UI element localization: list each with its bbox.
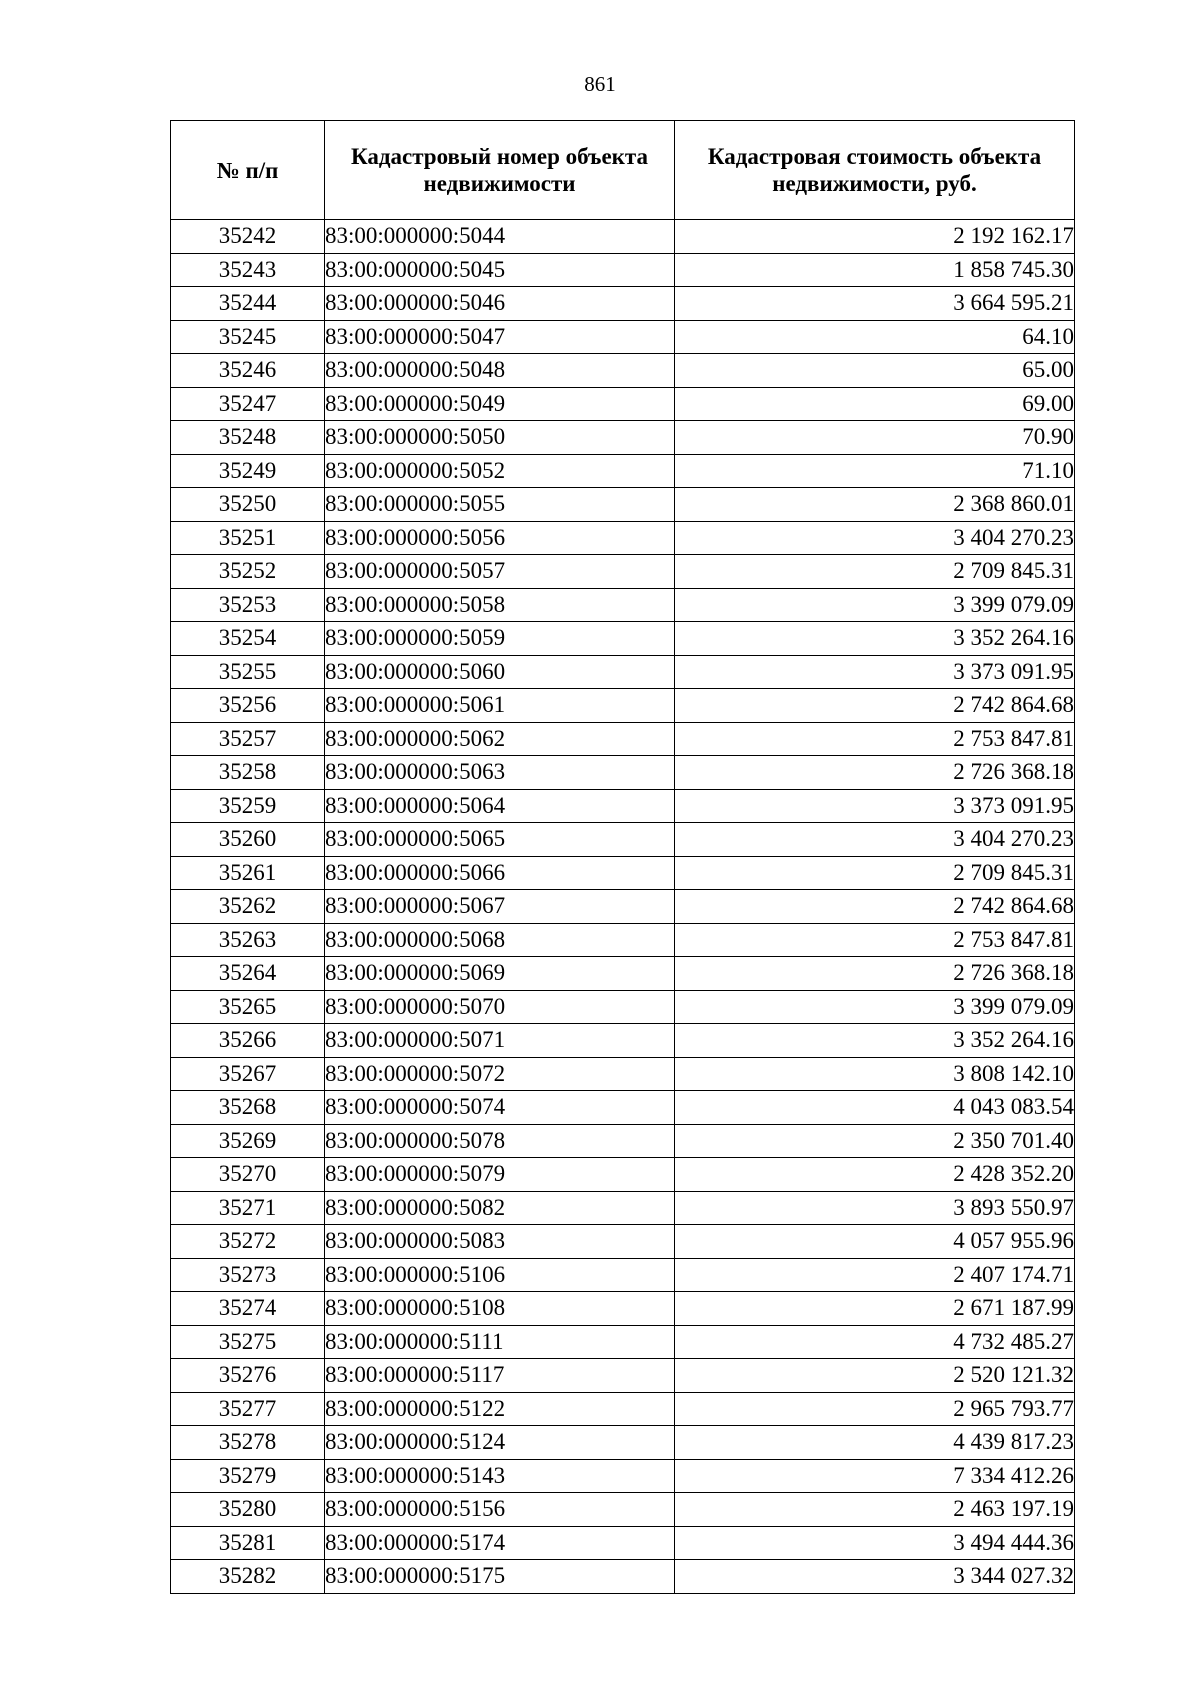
cell-row-number: 35278 <box>171 1426 325 1460</box>
column-header-row-number: № п/п <box>171 121 325 220</box>
cell-row-number: 35276 <box>171 1359 325 1393</box>
cell-cadastral-value: 3 664 595.21 <box>675 287 1075 321</box>
table-row <box>171 320 1075 354</box>
table-row <box>171 1426 1075 1460</box>
cell-cadastral-number: 83:00:000000:5065 <box>325 823 675 857</box>
cell-row-number: 35265 <box>171 990 325 1024</box>
table-row <box>171 789 1075 823</box>
cell-cadastral-value: 7 334 412.26 <box>675 1459 1075 1493</box>
cell-cadastral-value: 2 742 864.68 <box>675 890 1075 924</box>
cell-row-number: 35260 <box>171 823 325 857</box>
cell-row-number: 35256 <box>171 689 325 723</box>
cell-cadastral-value: 4 043 083.54 <box>675 1091 1075 1125</box>
cell-cadastral-number: 83:00:000000:5059 <box>325 622 675 656</box>
cell-row-number: 35249 <box>171 454 325 488</box>
table-row <box>171 1258 1075 1292</box>
cell-row-number: 35277 <box>171 1392 325 1426</box>
cell-cadastral-number: 83:00:000000:5058 <box>325 588 675 622</box>
cell-cadastral-value: 4 439 817.23 <box>675 1426 1075 1460</box>
cell-cadastral-number: 83:00:000000:5083 <box>325 1225 675 1259</box>
cell-cadastral-number: 83:00:000000:5082 <box>325 1191 675 1225</box>
table-row <box>171 1024 1075 1058</box>
cell-cadastral-value: 2 428 352.20 <box>675 1158 1075 1192</box>
cell-row-number: 35254 <box>171 622 325 656</box>
cell-row-number: 35245 <box>171 320 325 354</box>
table-row <box>171 923 1075 957</box>
cell-cadastral-value: 2 407 174.71 <box>675 1258 1075 1292</box>
cell-row-number: 35247 <box>171 387 325 421</box>
cell-row-number: 35272 <box>171 1225 325 1259</box>
table-row <box>171 1091 1075 1125</box>
table-row <box>171 1493 1075 1527</box>
cell-cadastral-value: 3 373 091.95 <box>675 789 1075 823</box>
cell-cadastral-number: 83:00:000000:5067 <box>325 890 675 924</box>
cell-row-number: 35251 <box>171 521 325 555</box>
cell-cadastral-number: 83:00:000000:5079 <box>325 1158 675 1192</box>
table-row <box>171 454 1075 488</box>
cell-cadastral-number: 83:00:000000:5174 <box>325 1526 675 1560</box>
cell-cadastral-value: 3 494 444.36 <box>675 1526 1075 1560</box>
cell-cadastral-number: 83:00:000000:5060 <box>325 655 675 689</box>
cell-cadastral-value: 2 726 368.18 <box>675 957 1075 991</box>
cell-cadastral-number: 83:00:000000:5071 <box>325 1024 675 1058</box>
cell-cadastral-value: 64.10 <box>675 320 1075 354</box>
table-row <box>171 1225 1075 1259</box>
cell-cadastral-number: 83:00:000000:5052 <box>325 454 675 488</box>
table-row <box>171 756 1075 790</box>
cell-row-number: 35264 <box>171 957 325 991</box>
table-row <box>171 1392 1075 1426</box>
table-row <box>171 253 1075 287</box>
cell-row-number: 35282 <box>171 1560 325 1594</box>
column-header-cadastral-number: Кадастровый номер объекта недвижимости <box>325 121 675 220</box>
table-row <box>171 1158 1075 1192</box>
table-row <box>171 387 1075 421</box>
cell-cadastral-value: 2 671 187.99 <box>675 1292 1075 1326</box>
cell-cadastral-number: 83:00:000000:5070 <box>325 990 675 1024</box>
table-row <box>171 220 1075 254</box>
table-row <box>171 1292 1075 1326</box>
cell-row-number: 35273 <box>171 1258 325 1292</box>
cell-row-number: 35242 <box>171 220 325 254</box>
table-row <box>171 1057 1075 1091</box>
cell-cadastral-value: 4 732 485.27 <box>675 1325 1075 1359</box>
table-row <box>171 555 1075 589</box>
table-row <box>171 890 1075 924</box>
cell-cadastral-number: 83:00:000000:5066 <box>325 856 675 890</box>
cell-row-number: 35266 <box>171 1024 325 1058</box>
column-header-cadastral-value: Кадастровая стоимость объекта недвижимости, руб. <box>675 121 1075 220</box>
cell-row-number: 35244 <box>171 287 325 321</box>
table-row <box>171 354 1075 388</box>
table-row <box>171 1325 1075 1359</box>
table-row <box>171 1526 1075 1560</box>
table-row <box>171 990 1075 1024</box>
cell-cadastral-value: 65.00 <box>675 354 1075 388</box>
cell-cadastral-number: 83:00:000000:5117 <box>325 1359 675 1393</box>
cell-cadastral-value: 2 709 845.31 <box>675 856 1075 890</box>
cell-row-number: 35258 <box>171 756 325 790</box>
cell-cadastral-value: 2 192 162.17 <box>675 220 1075 254</box>
cell-cadastral-number: 83:00:000000:5048 <box>325 354 675 388</box>
cell-row-number: 35259 <box>171 789 325 823</box>
cell-cadastral-number: 83:00:000000:5108 <box>325 1292 675 1326</box>
table-row <box>171 689 1075 723</box>
cell-row-number: 35248 <box>171 421 325 455</box>
cell-cadastral-number: 83:00:000000:5143 <box>325 1459 675 1493</box>
cell-cadastral-value: 2 709 845.31 <box>675 555 1075 589</box>
cell-cadastral-value: 3 352 264.16 <box>675 622 1075 656</box>
cell-row-number: 35257 <box>171 722 325 756</box>
table-row <box>171 488 1075 522</box>
cell-cadastral-number: 83:00:000000:5106 <box>325 1258 675 1292</box>
cell-cadastral-number: 83:00:000000:5122 <box>325 1392 675 1426</box>
cell-cadastral-value: 2 520 121.32 <box>675 1359 1075 1393</box>
cell-row-number: 35268 <box>171 1091 325 1125</box>
table-row <box>171 957 1075 991</box>
table-row <box>171 1124 1075 1158</box>
cell-cadastral-value: 2 350 701.40 <box>675 1124 1075 1158</box>
cell-cadastral-value: 70.90 <box>675 421 1075 455</box>
cell-cadastral-value: 2 368 860.01 <box>675 488 1075 522</box>
table-row <box>171 421 1075 455</box>
table-row <box>171 287 1075 321</box>
cell-row-number: 35267 <box>171 1057 325 1091</box>
cell-cadastral-value: 2 742 864.68 <box>675 689 1075 723</box>
cell-row-number: 35261 <box>171 856 325 890</box>
cell-cadastral-number: 83:00:000000:5063 <box>325 756 675 790</box>
table-header <box>171 121 1075 220</box>
cadastral-value-table <box>170 120 1075 1594</box>
cell-cadastral-value: 3 344 027.32 <box>675 1560 1075 1594</box>
cell-cadastral-number: 83:00:000000:5064 <box>325 789 675 823</box>
cell-row-number: 35279 <box>171 1459 325 1493</box>
cell-cadastral-number: 83:00:000000:5049 <box>325 387 675 421</box>
cell-cadastral-number: 83:00:000000:5062 <box>325 722 675 756</box>
cell-cadastral-value: 3 404 270.23 <box>675 823 1075 857</box>
page-number: 861 <box>584 72 616 96</box>
cell-cadastral-value: 2 463 197.19 <box>675 1493 1075 1527</box>
cell-row-number: 35253 <box>171 588 325 622</box>
table-row <box>171 856 1075 890</box>
cell-row-number: 35275 <box>171 1325 325 1359</box>
cell-cadastral-number: 83:00:000000:5044 <box>325 220 675 254</box>
cell-row-number: 35263 <box>171 923 325 957</box>
cell-cadastral-value: 2 965 793.77 <box>675 1392 1075 1426</box>
cell-cadastral-number: 83:00:000000:5074 <box>325 1091 675 1125</box>
cell-cadastral-value: 2 753 847.81 <box>675 722 1075 756</box>
table-row <box>171 823 1075 857</box>
cell-row-number: 35250 <box>171 488 325 522</box>
table-row <box>171 1359 1075 1393</box>
cell-cadastral-value: 3 404 270.23 <box>675 521 1075 555</box>
cell-cadastral-value: 3 808 142.10 <box>675 1057 1075 1091</box>
cell-cadastral-value: 2 726 368.18 <box>675 756 1075 790</box>
cell-cadastral-number: 83:00:000000:5068 <box>325 923 675 957</box>
cell-cadastral-number: 83:00:000000:5072 <box>325 1057 675 1091</box>
cell-cadastral-number: 83:00:000000:5055 <box>325 488 675 522</box>
cell-cadastral-value: 1 858 745.30 <box>675 253 1075 287</box>
cell-cadastral-number: 83:00:000000:5057 <box>325 555 675 589</box>
table-row <box>171 588 1075 622</box>
cell-cadastral-number: 83:00:000000:5050 <box>325 421 675 455</box>
cell-row-number: 35246 <box>171 354 325 388</box>
cell-cadastral-value: 3 352 264.16 <box>675 1024 1075 1058</box>
cell-cadastral-value: 2 753 847.81 <box>675 923 1075 957</box>
table-row <box>171 1191 1075 1225</box>
cell-row-number: 35252 <box>171 555 325 589</box>
cell-cadastral-number: 83:00:000000:5069 <box>325 957 675 991</box>
cell-cadastral-number: 83:00:000000:5111 <box>325 1325 675 1359</box>
cell-row-number: 35243 <box>171 253 325 287</box>
cell-cadastral-number: 83:00:000000:5078 <box>325 1124 675 1158</box>
table-header-row <box>171 121 1075 220</box>
cell-row-number: 35280 <box>171 1493 325 1527</box>
cell-cadastral-value: 3 893 550.97 <box>675 1191 1075 1225</box>
table-body <box>171 220 1075 1594</box>
cell-cadastral-number: 83:00:000000:5124 <box>325 1426 675 1460</box>
table-row <box>171 722 1075 756</box>
cell-cadastral-value: 71.10 <box>675 454 1075 488</box>
cell-cadastral-number: 83:00:000000:5175 <box>325 1560 675 1594</box>
cell-row-number: 35255 <box>171 655 325 689</box>
cell-row-number: 35274 <box>171 1292 325 1326</box>
cell-cadastral-value: 69.00 <box>675 387 1075 421</box>
cell-cadastral-value: 3 373 091.95 <box>675 655 1075 689</box>
table-row <box>171 1459 1075 1493</box>
cell-cadastral-value: 4 057 955.96 <box>675 1225 1075 1259</box>
cell-cadastral-number: 83:00:000000:5045 <box>325 253 675 287</box>
cell-cadastral-number: 83:00:000000:5056 <box>325 521 675 555</box>
table-row <box>171 521 1075 555</box>
cell-cadastral-value: 3 399 079.09 <box>675 990 1075 1024</box>
table-row <box>171 622 1075 656</box>
cell-row-number: 35281 <box>171 1526 325 1560</box>
cell-row-number: 35262 <box>171 890 325 924</box>
cell-row-number: 35269 <box>171 1124 325 1158</box>
cell-cadastral-number: 83:00:000000:5156 <box>325 1493 675 1527</box>
cell-row-number: 35270 <box>171 1158 325 1192</box>
cell-cadastral-value: 3 399 079.09 <box>675 588 1075 622</box>
table-row <box>171 1560 1075 1594</box>
cell-cadastral-number: 83:00:000000:5047 <box>325 320 675 354</box>
cell-row-number: 35271 <box>171 1191 325 1225</box>
cell-cadastral-number: 83:00:000000:5046 <box>325 287 675 321</box>
cell-cadastral-number: 83:00:000000:5061 <box>325 689 675 723</box>
table-row <box>171 655 1075 689</box>
